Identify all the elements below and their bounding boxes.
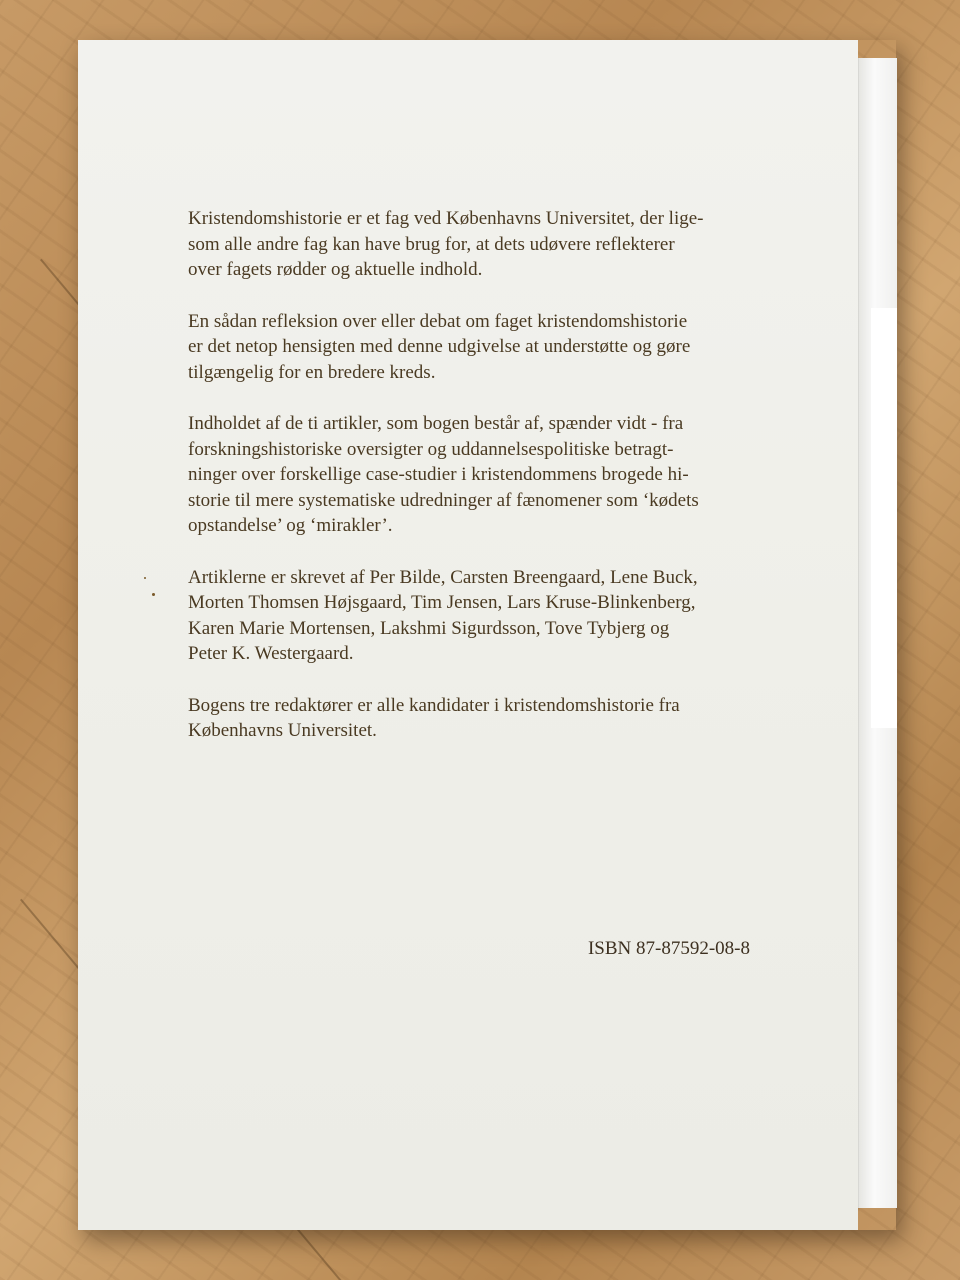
blurb-paragraph-3: Indholdet af de ti artikler, som bogen består af, spænder vidt - fra forskningshistoriske oversigter og uddannelsespolitiske betragt- ninger over forskellige case-studier i kristendommens brogede hi- storie til mere systematiske udredninger af fænomener som ‘kødets opstandelse’ og ‘mirakler’.: [188, 413, 699, 536]
paper-speck: [144, 577, 146, 579]
spine-highlight: [871, 308, 897, 728]
blurb-paragraph-1: Kristendomshistorie er et fag ved Københavns Universitet, der lige- som alle andre fag kan have brug for, at dets udøvere reflekterer over fagets rødder og aktuelle indhold.: [188, 208, 704, 280]
paper-speck: [152, 593, 155, 596]
book: [78, 40, 896, 1230]
blurb-paragraph-4: Artiklerne er skrevet af Per Bilde, Carsten Breengaard, Lene Buck, Morten Thomsen Højsgaard, Tim Jensen, Lars Kruse-Blinkenberg, Karen Marie Mortensen, Lakshmi Sigurdsson, Tove Tybjerg og Peter K. Westergaard.: [188, 566, 698, 664]
back-cover: [78, 40, 858, 1230]
isbn: ISBN 87-87592-08-8: [587, 938, 750, 959]
book-spine: [858, 58, 897, 1208]
blurb-text: [188, 206, 788, 770]
blurb-paragraph-2: En sådan refleksion over eller debat om faget kristendomshistorie er det netop hensigten med denne udgivelse at understøtte og gøre tilgængelig for en bredere kreds.: [188, 310, 691, 383]
blurb-paragraph-5: Bogens tre redaktører er alle kandidater i kristendomshistorie fra Københavns Universitet.: [188, 694, 680, 741]
